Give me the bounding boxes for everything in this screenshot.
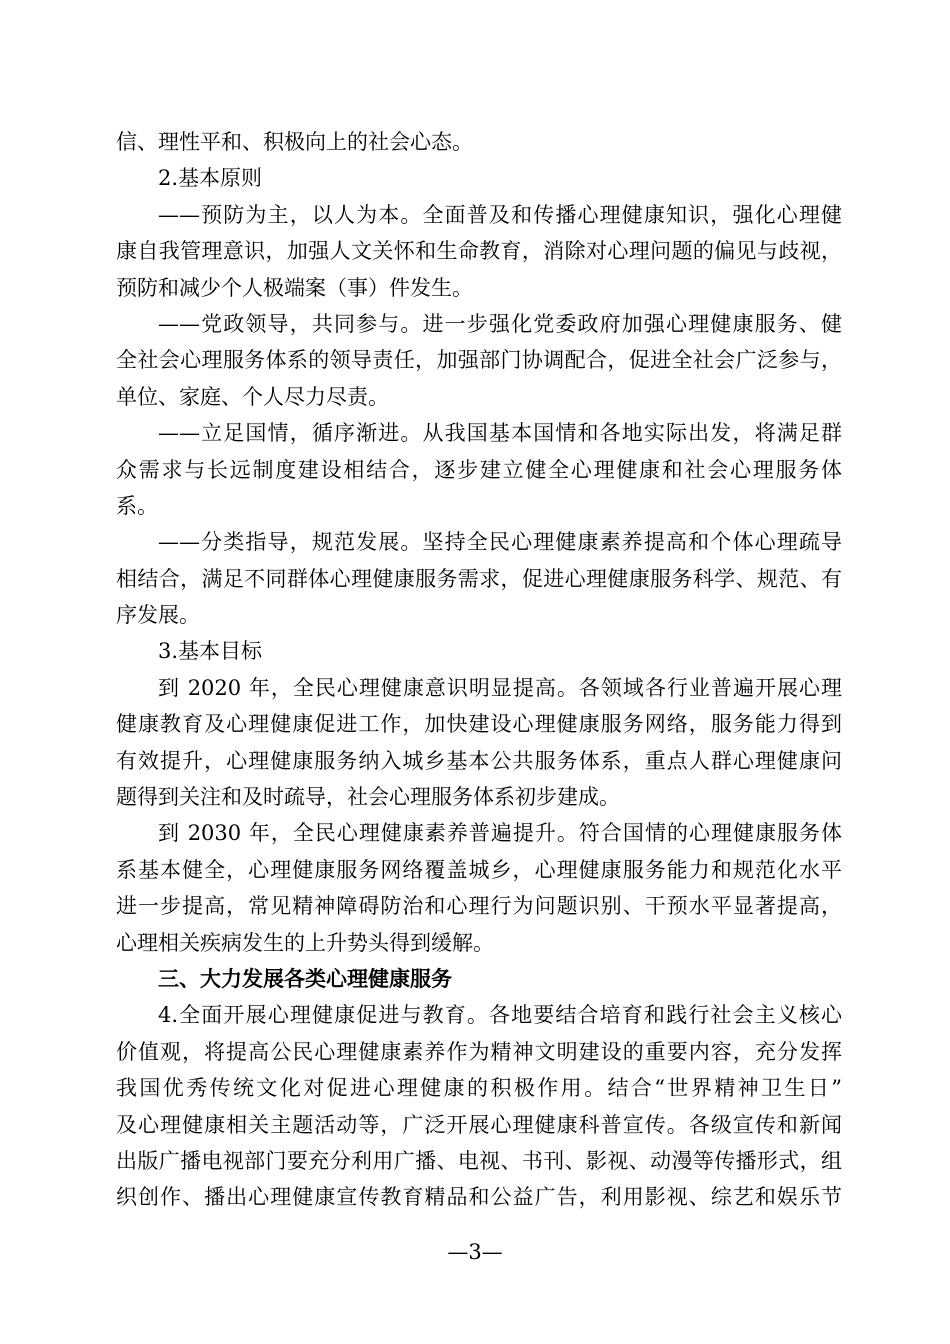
text-line: 有效提升，心理健康服务纳入城乡基本公共服务体系，重点人群心理健康问 — [116, 748, 842, 773]
text-line: 心理相关疾病发生的上升势头得到缓解。 — [116, 930, 494, 955]
text-line: 单位、家庭、个人尽力尽责。 — [116, 384, 389, 409]
text-line: 相结合，满足不同群体心理健康服务需求，促进心理健康服务科学、规范、有 — [116, 566, 842, 591]
text-line: 出版广播电视部门要充分利用广播、电视、书刊、影视、动漫等传播形式，组 — [116, 1148, 842, 1173]
text-line: 到 2030 年，全民心理健康素养普遍提升。符合国情的心理健康服务体 — [158, 821, 842, 846]
text-line: 题得到关注和及时疏导，社会心理服务体系初步建成。 — [116, 785, 620, 810]
text-line: 健康教育及心理健康促进工作，加快建设心理健康服务网络，服务能力得到 — [116, 712, 842, 737]
text-line: 全社会心理服务体系的领导责任，加强部门协调配合，促进全社会广泛参与， — [116, 348, 842, 373]
text-line: 序发展。 — [116, 603, 200, 628]
text-line: 众需求与长远制度建设相结合，逐步建立健全心理健康和社会心理服务体 — [116, 457, 842, 482]
text-line: 系。 — [116, 493, 158, 518]
text-line: ——立足国情，循序渐进。从我国基本国情和各地实际出发，将满足群 — [158, 421, 842, 446]
text-line: 信、理性平和、积极向上的社会心态。 — [116, 130, 473, 154]
page-number: —3— — [447, 1240, 503, 1264]
text-line: 我国优秀传统文化对促进心理健康的积极作用。结合“世界精神卫生日” — [116, 1076, 842, 1101]
text-line: ——党政领导，共同参与。进一步强化党委政府加强心理健康服务、健 — [158, 311, 842, 336]
section-heading: 三、大力发展各类心理健康服务 — [158, 966, 452, 991]
text-line: ——分类指导，规范发展。坚持全民心理健康素养提高和个体心理疏导 — [158, 530, 842, 555]
text-line: 及心理健康相关主题活动等，广泛开展心理健康科普宣传。各级宣传和新闻 — [116, 1112, 842, 1137]
text-line: ——预防为主，以人为本。全面普及和传播心理健康知识，强化心理健 — [158, 202, 842, 227]
text-line: 4.全面开展心理健康促进与教育。各地要结合培育和践行社会主义核心 — [158, 1003, 842, 1028]
text-line: 织创作、播出心理健康宣传教育精品和公益广告，利用影视、综艺和娱乐节 — [116, 1185, 842, 1210]
subheading-basic-principles: 2.基本原则 — [158, 166, 263, 191]
text-line: 进一步提高，常见精神障碍防治和心理行为问题识别、干预水平显著提高， — [116, 894, 842, 919]
document-body — [116, 124, 842, 1216]
subheading-basic-goals: 3.基本目标 — [158, 639, 263, 664]
text-line: 价值观，将提高公民心理健康素养作为精神文明建设的重要内容，充分发挥 — [116, 1039, 842, 1064]
text-line: 系基本健全，心理健康服务网络覆盖城乡，心理健康服务能力和规范化水平 — [116, 857, 842, 882]
text-line: 预防和减少个人极端案（事）件发生。 — [116, 275, 473, 300]
text-line: 到 2020 年，全民心理健康意识明显提高。各领域各行业普遍开展心理 — [158, 675, 842, 700]
text-line: 康自我管理意识，加强人文关怀和生命教育，消除对心理问题的偏见与歧视， — [116, 239, 842, 264]
